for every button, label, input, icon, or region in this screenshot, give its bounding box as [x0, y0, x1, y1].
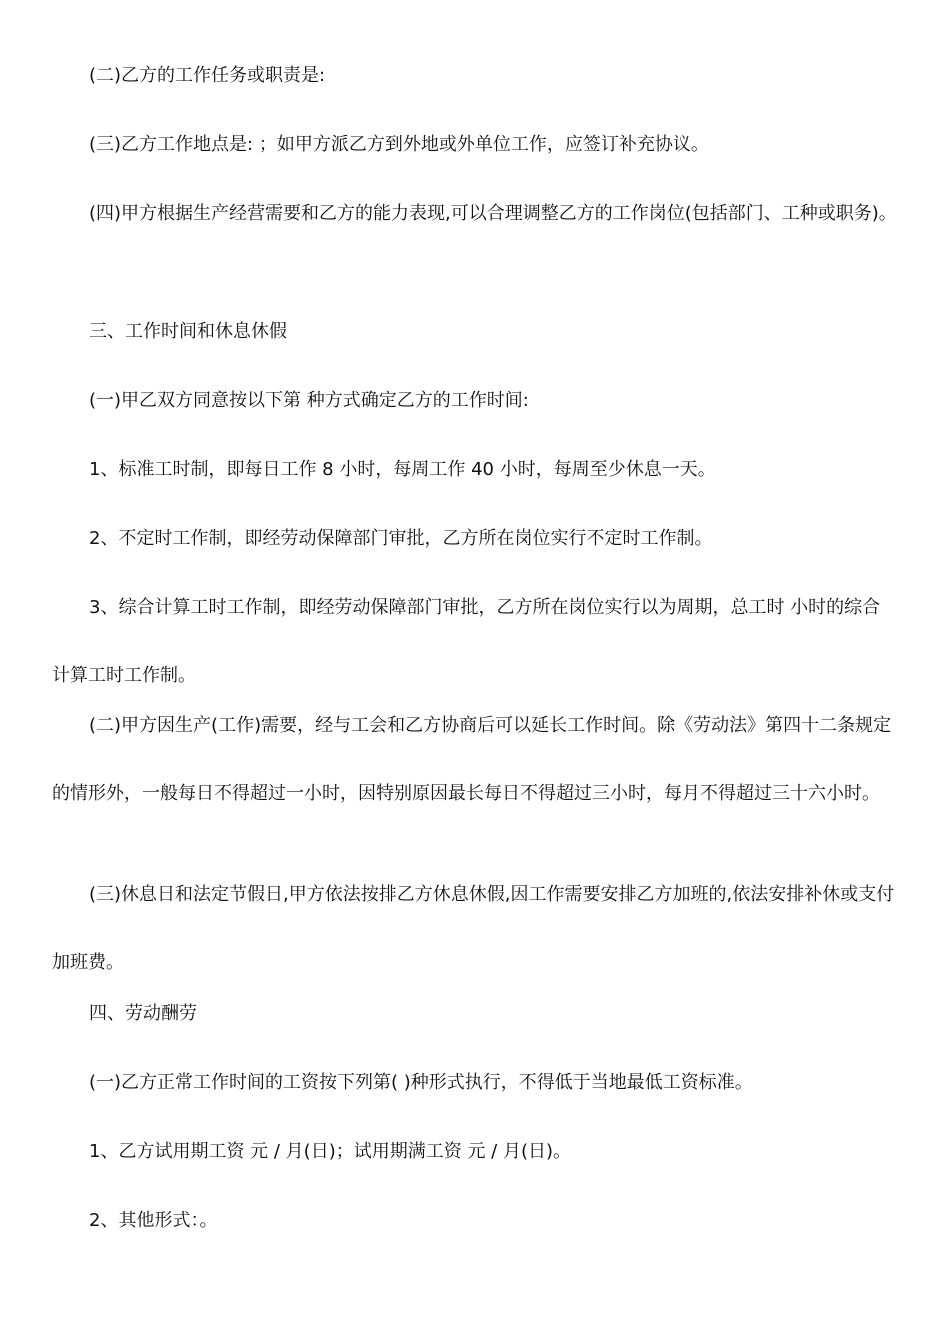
clause-wage-form: (一)乙方正常工作时间的工资按下列第( )种形式执行，不得低于当地最低工资标准。	[89, 1072, 753, 1093]
clause-work-location: (三)乙方工作地点是: ；如甲方派乙方到外地或外单位工作，应签订补充协议。	[89, 134, 709, 155]
item-flexible-hours: 2、不定时工作制，即经劳动保障部门审批，乙方所在岗位实行不定时工作制。	[89, 528, 713, 549]
item-standard-hours: 1、标准工时制，即每日工作 8 小时，每周工作 40 小时，每周至少休息一天。	[89, 459, 716, 480]
item-probation-wage: 1、乙方试用期工资 元 / 月(日)；试用期满工资 元 / 月(日)。	[89, 1141, 571, 1162]
section-heading-remuneration: 四、劳动酬劳	[89, 1003, 197, 1024]
clause-rest-days-holidays: (三)休息日和法定节假日,甲方依法按排乙方休息休假,因工作需要安排乙方加班的,依法安排补休或支付加班费。	[52, 884, 895, 973]
section-heading-working-hours: 三、工作时间和休息休假	[89, 321, 287, 342]
item-comprehensive-hours: 3、综合计算工时工作制，即经劳动保障部门审批，乙方所在岗位实行以为周期，总工时 小时的综合计算工时工作制。	[52, 597, 881, 686]
clause-position-adjustment: (四)甲方根据生产经营需要和乙方的能力表现,可以合理调整乙方的工作岗位(包括部门、工种或职务)。	[89, 203, 897, 224]
item-other-forms: 2、其他形式：。	[89, 1210, 218, 1231]
clause-overtime: (二)甲方因生产(工作)需要，经与工会和乙方协商后可以延长工作时间。除《劳动法》第四十二条规定的情形外，一般每日不得超过一小时，因特别原因最长每日不得超过三小时，每月不得超过三十六小时。	[52, 715, 892, 804]
clause-job-duties: (二)乙方的工作任务或职责是:	[89, 65, 326, 86]
clause-working-time-method: (一)甲乙双方同意按以下第 种方式确定乙方的工作时间:	[89, 390, 529, 411]
